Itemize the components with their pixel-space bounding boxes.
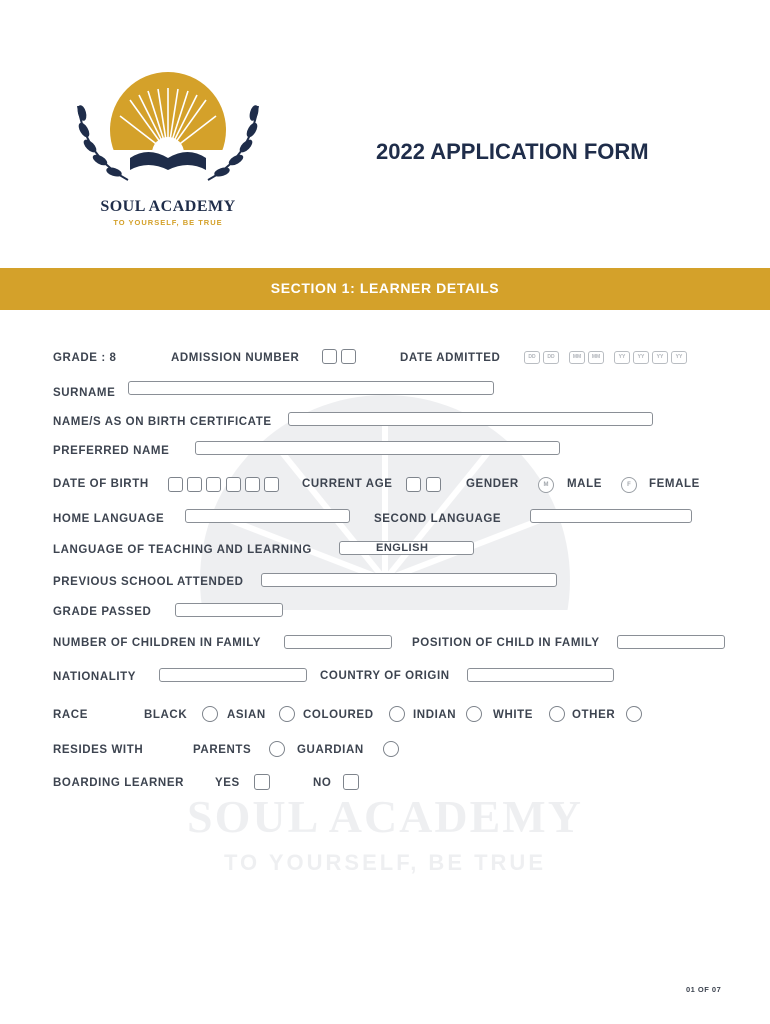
race-coloured-radio[interactable] bbox=[389, 706, 405, 722]
admission-number-box-2[interactable] bbox=[341, 349, 356, 364]
grade-passed-input[interactable] bbox=[175, 603, 283, 617]
lotl-input[interactable]: ENGLISH bbox=[339, 541, 474, 555]
logo-name: SOUL ACADEMY bbox=[100, 198, 236, 215]
admission-number-label: ADMISSION NUMBER bbox=[171, 352, 300, 364]
country-origin-input[interactable] bbox=[467, 668, 614, 682]
num-children-label: NUMBER OF CHILDREN IN FAMILY bbox=[53, 637, 262, 649]
watermark-name: SOUL ACADEMY bbox=[187, 791, 583, 842]
section-banner bbox=[0, 268, 770, 310]
resides-parents-radio[interactable] bbox=[269, 741, 285, 757]
names-birth-cert-label: NAME/S AS ON BIRTH CERTIFICATE bbox=[53, 416, 272, 428]
logo-tagline: TO YOURSELF, BE TRUE bbox=[113, 218, 223, 227]
watermark-tagline: TO YOURSELF, BE TRUE bbox=[223, 850, 546, 875]
resides-guardian-radio[interactable] bbox=[383, 741, 399, 757]
num-children-input[interactable] bbox=[284, 635, 392, 649]
form-title: 2022 APPLICATION FORM bbox=[376, 139, 649, 164]
gender-female-label: FEMALE bbox=[649, 478, 700, 490]
race-asian-radio[interactable] bbox=[279, 706, 295, 722]
watermark bbox=[120, 360, 650, 890]
current-age-label: CURRENT AGE bbox=[302, 478, 393, 490]
race-coloured-label: COLOURED bbox=[303, 709, 374, 721]
lotl-label: LANGUAGE OF TEACHING AND LEARNING bbox=[53, 544, 312, 556]
race-indian-radio[interactable] bbox=[466, 706, 482, 722]
surname-input[interactable] bbox=[128, 381, 494, 395]
position-child-input[interactable] bbox=[617, 635, 725, 649]
date-admitted-label: DATE ADMITTED bbox=[400, 352, 501, 364]
gender-male-radio[interactable]: M bbox=[538, 477, 554, 493]
dob-box-1[interactable] bbox=[168, 477, 183, 492]
grade-passed-label: GRADE PASSED bbox=[53, 606, 152, 618]
age-box-1[interactable] bbox=[406, 477, 421, 492]
previous-school-label: PREVIOUS SCHOOL ATTENDED bbox=[53, 576, 244, 588]
race-asian-label: ASIAN bbox=[227, 709, 266, 721]
page-number: 01 OF 07 bbox=[686, 985, 722, 994]
boarding-no-checkbox[interactable] bbox=[343, 774, 359, 790]
boarding-label: BOARDING LEARNER bbox=[53, 777, 184, 789]
names-birth-cert-input[interactable] bbox=[288, 412, 653, 426]
resides-with-label: RESIDES WITH bbox=[53, 744, 144, 756]
dob-box-3[interactable] bbox=[206, 477, 221, 492]
preferred-name-input[interactable] bbox=[195, 441, 560, 455]
resides-parents-label: PARENTS bbox=[193, 744, 252, 756]
previous-school-input[interactable] bbox=[261, 573, 557, 587]
date-admitted-day-2[interactable]: DD bbox=[543, 351, 559, 364]
admission-number-box-1[interactable] bbox=[322, 349, 337, 364]
race-white-radio[interactable] bbox=[549, 706, 565, 722]
race-black-radio[interactable] bbox=[202, 706, 218, 722]
resides-guardian-label: GUARDIAN bbox=[297, 744, 364, 756]
sun-book-laurel-icon bbox=[68, 58, 268, 198]
date-admitted-year-2[interactable]: YY bbox=[633, 351, 649, 364]
nationality-label: NATIONALITY bbox=[53, 671, 137, 683]
age-box-2[interactable] bbox=[426, 477, 441, 492]
race-other-radio[interactable] bbox=[626, 706, 642, 722]
date-admitted-year-4[interactable]: YY bbox=[671, 351, 687, 364]
date-admitted-year-1[interactable]: YY bbox=[614, 351, 630, 364]
second-language-label: SECOND LANGUAGE bbox=[374, 513, 502, 525]
country-origin-label: COUNTRY OF ORIGIN bbox=[320, 670, 450, 682]
date-admitted-month-2[interactable]: MM bbox=[588, 351, 604, 364]
surname-label: SURNAME bbox=[53, 387, 116, 399]
race-white-label: WHITE bbox=[493, 709, 534, 721]
dob-box-6[interactable] bbox=[264, 477, 279, 492]
date-of-birth-label: DATE OF BIRTH bbox=[53, 478, 149, 490]
gender-label: GENDER bbox=[466, 478, 519, 490]
dob-box-4[interactable] bbox=[226, 477, 241, 492]
position-child-label: POSITION OF CHILD IN FAMILY bbox=[412, 637, 600, 649]
date-admitted-month-1[interactable]: MM bbox=[569, 351, 585, 364]
second-language-input[interactable] bbox=[530, 509, 692, 523]
preferred-name-label: PREFERRED NAME bbox=[53, 445, 170, 457]
date-admitted-year-3[interactable]: YY bbox=[652, 351, 668, 364]
logo bbox=[68, 58, 268, 233]
date-admitted-day-1[interactable]: DD bbox=[524, 351, 540, 364]
race-label: RACE bbox=[53, 709, 88, 721]
gender-female-radio[interactable]: F bbox=[621, 477, 637, 493]
dob-box-5[interactable] bbox=[245, 477, 260, 492]
race-indian-label: INDIAN bbox=[413, 709, 457, 721]
boarding-yes-checkbox[interactable] bbox=[254, 774, 270, 790]
nationality-input[interactable] bbox=[159, 668, 307, 682]
dob-box-2[interactable] bbox=[187, 477, 202, 492]
race-other-label: OTHER bbox=[572, 709, 616, 721]
gender-male-label: MALE bbox=[567, 478, 602, 490]
home-language-input[interactable] bbox=[185, 509, 350, 523]
boarding-yes-label: YES bbox=[215, 777, 240, 789]
grade-label: GRADE : 8 bbox=[53, 352, 117, 364]
race-black-label: BLACK bbox=[144, 709, 188, 721]
boarding-no-label: NO bbox=[313, 777, 332, 789]
home-language-label: HOME LANGUAGE bbox=[53, 513, 165, 525]
section-title: SECTION 1: LEARNER DETAILS bbox=[270, 280, 500, 296]
